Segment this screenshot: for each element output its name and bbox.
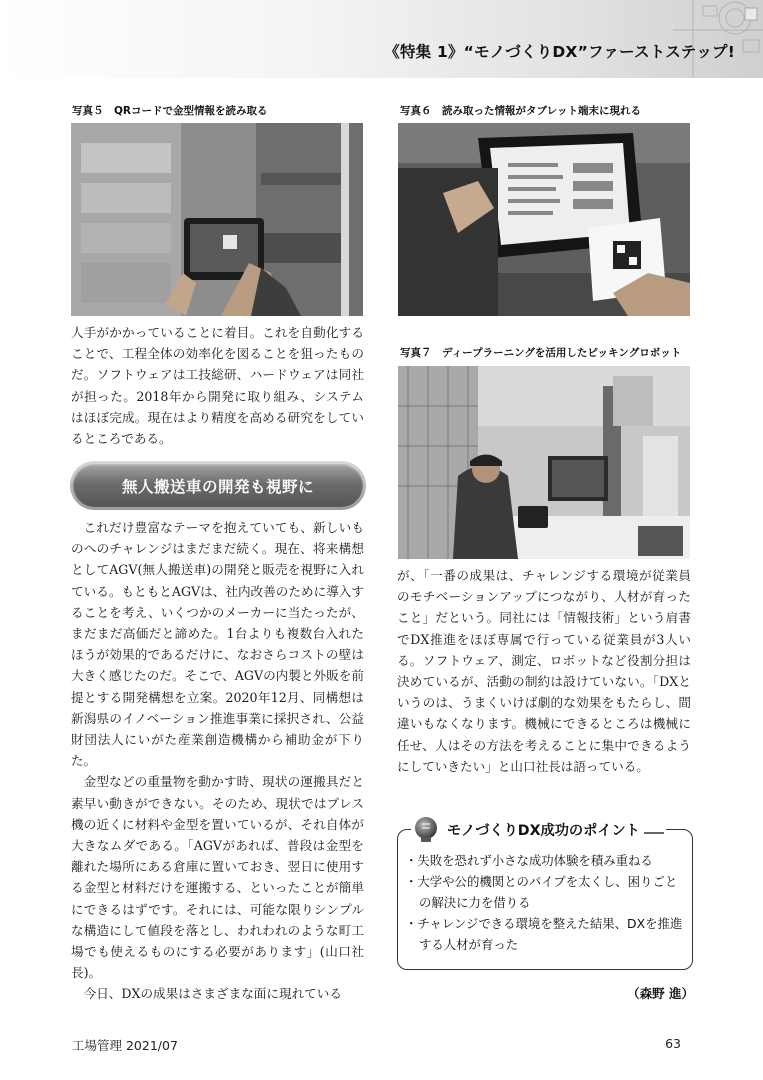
header-band [0,0,763,78]
photo-5-caption: 写真５ QRコードで金型情報を読み取る [72,105,268,117]
left-intro-paragraph [71,322,364,449]
photo-6-image [398,123,690,316]
article-series-title: 《特集 1》“モノづくりDX”ファーストステップ! [384,43,735,61]
left-paragraph-3: 今日、DXの成果はさまざまな面に現れている [83,986,342,1002]
author-credit: （森野 進） [627,986,694,1001]
success-points-title: モノづくりDX成功のポイント [447,823,640,839]
publication-footer: 工場管理 2021/07 [72,1038,178,1053]
left-paragraph-2: 金型などの重量物を動かす時、現状の運搬具だと素早い動きができない。そのため、現状ではプレス機の近くに材料や金型を置いているが、それ自体が大きなムダである。「AGVがあれば、普段は金型を離れた場所にある倉庫に置いておき、翌日に使用する金型と材料だけを運搬する、といったことが簡単にできるはずです。それには、可能な限りシンプルな構造にして値段を落とし、われわれのような町工場でも使えるものにする必要があります」(山口社長)。 [71,774,364,981]
left-paragraph-1: これだけ豊富なテーマを抱えていても、新しいものへのチャレンジはまだまだ続く。現在、将来構想としてAGV(無人搬送車)の開発と販売を視野に入れている。もともとAGVは、社内改善のために導入することを考え、いくつかのメーカーに当たったが、まだまだ高価だと諦めた。1台よりも複数台入れたほうが効果的であるだけに、なおさらコストの壁は大きく感じたのだ。そこで、AGVの内製と外販を前提とする開発構想を立案。2020年12月、同構想は新潟県のイノベーション推進事業に採択され、公益財団法人にいがた産業創造機構から補助金が下りた。 [71,520,364,769]
photo-7-caption: 写真７ ディープラーニングを活用したピッキングロボット [400,347,682,359]
success-points-list [405,850,689,955]
right-body-text [397,565,691,777]
right-paragraph-1: が、「一番の成果は、チャレンジする環境が従業員のモチベーションアップにつながり、人材が育ったこと」だという。同社には「情報技術」という肩書でDX推進をほぼ専属で行っている従業員が3人いる。ソフトウェア、測定、ロボットなど役割分担は決めているが、活動の制約は設けていない。「DXというのは、うまくいけば劇的な効果をもたらし、間違いもなくなります。機械にできるところは機械に任せ、人はその方法を考えることに集中できるようにしていきたい」と山口社長は語っている。 [397,568,691,774]
success-point-item: ・大学や公的機関とのパイプを太くし、困りごとの解決に力を借りる [405,874,678,910]
section-heading: 無人搬送車の開発も視野に [121,477,314,496]
section-heading-inner [73,464,363,507]
left-body-text [71,517,364,1005]
photo-7-image [398,366,690,559]
lightbulb-icon [411,815,441,845]
header-decoration-icon [673,0,763,78]
title-rule-icon [644,825,664,835]
success-point-item: ・チャレンジできる環境を整えた結果、DXを推進する人材が育った [405,916,683,952]
success-points-header [411,814,666,846]
intro-paragraph-text: 人手がかかっていることに着目。これを自動化することで、工程全体の効率化を図ることを狙ったものだ。ソフトウェアは工技総研、ハードウェアは同社が担った。2018年から開発に取り組み、システムはほぼ完成。現在はより精度を高める研究をしているところである。 [71,325,364,447]
photo-5-image [71,123,363,316]
success-point-item: ・失敗を恐れず小さな成功体験を積み重ねる [405,853,653,868]
section-heading-badge [70,461,366,510]
photo-6-caption: 写真６ 読み取った情報がタブレット端末に現れる [400,105,641,117]
page-number: 63 [665,1036,681,1051]
